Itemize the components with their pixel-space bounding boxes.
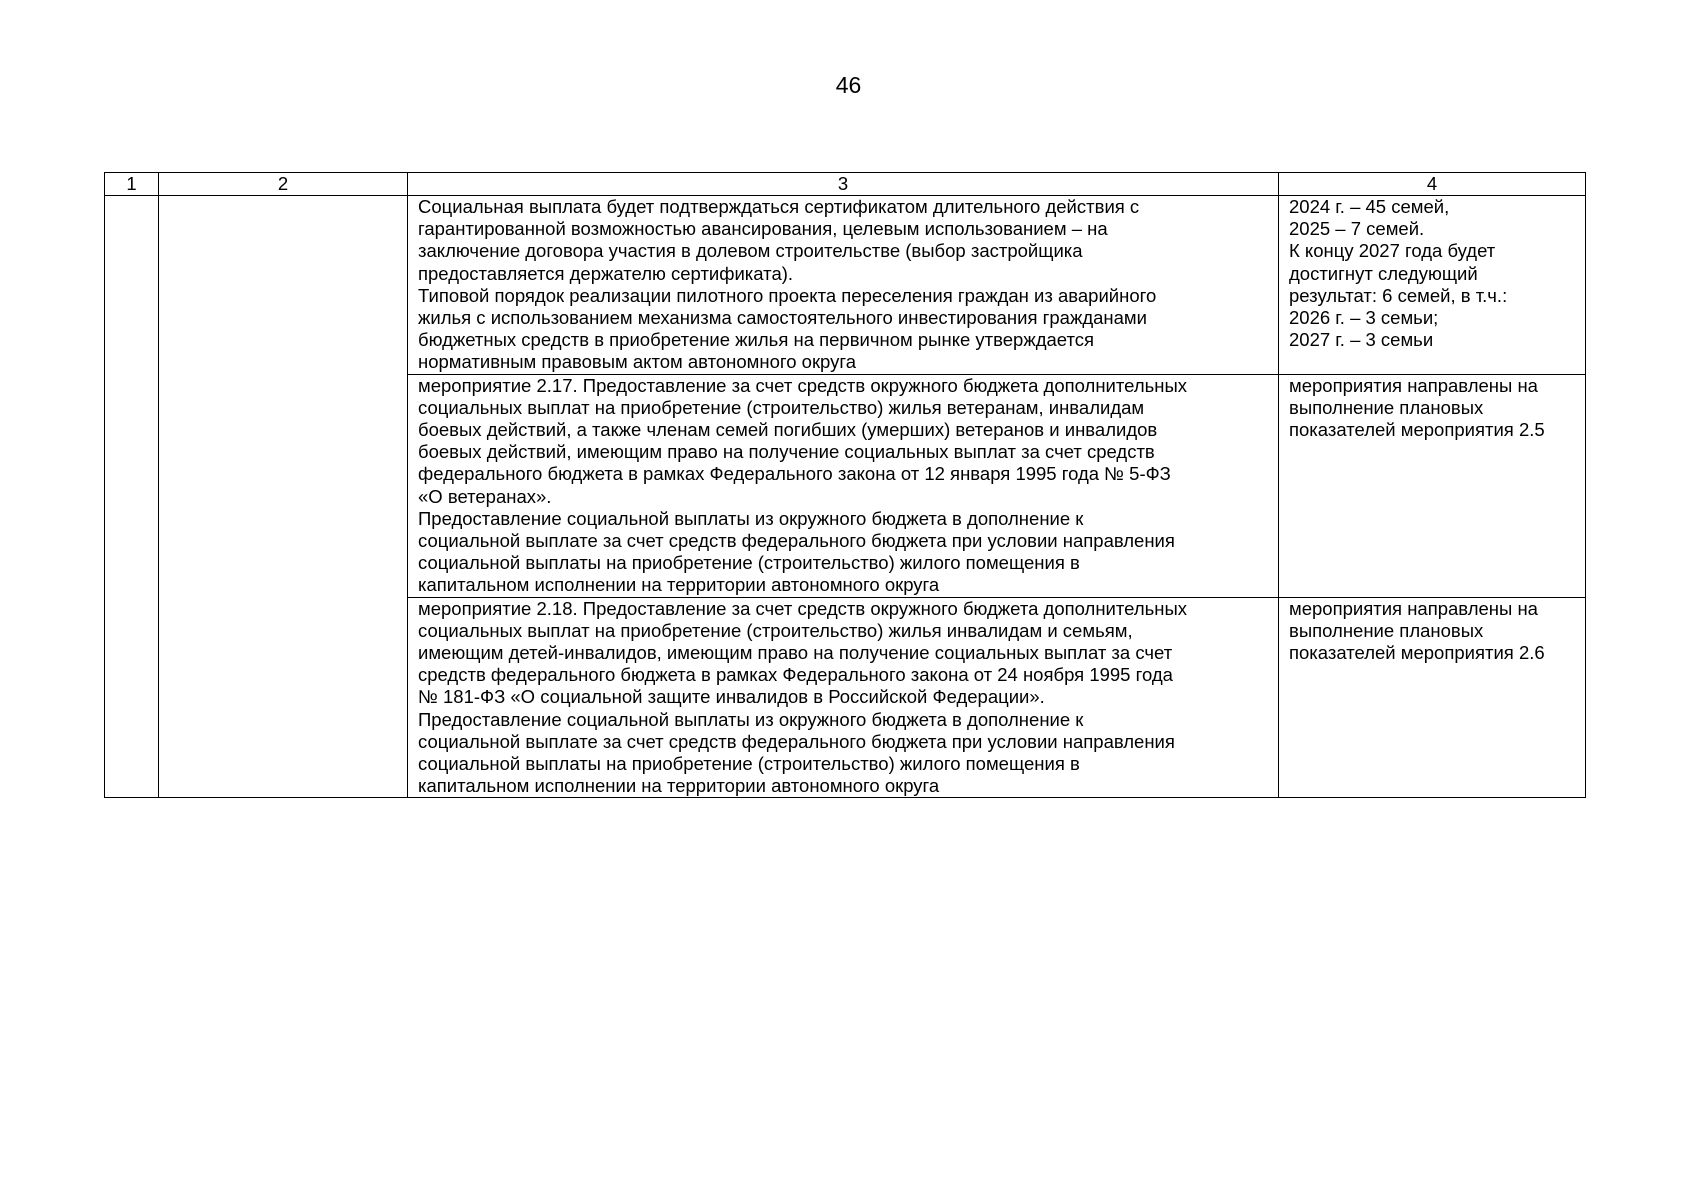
cell-col4 [1279, 374, 1586, 597]
text-line: Предоставление социальной выплаты из окружного бюджета в дополнение к [418, 507, 1084, 529]
column-header-2: 2 [159, 173, 408, 196]
text-line: боевых действий, а также членам семей погибших (умерших) ветеранов и инвалидов [418, 419, 1158, 441]
text-line: 2024 г. – 45 семей, [1289, 196, 1450, 217]
text-line: социальной выплаты на приобретение (строительство) жилого помещения в [418, 753, 1080, 775]
text-line: показателей мероприятия 2.6 [1289, 642, 1545, 664]
cell-col4 [1279, 196, 1586, 375]
cell-col3 [408, 196, 1279, 375]
text-line: бюджетных средств в приобретение жилья на первичном рынке утверждается [418, 329, 1095, 351]
cell-col2 [159, 196, 408, 798]
text-line: жилья с использованием механизма самостоятельного инвестирования гражданами [418, 307, 1147, 329]
text-line: 2025 – 7 семей. [1289, 218, 1425, 240]
text-line: мероприятие 2.17. Предоставление за счет средств окружного бюджета дополнительных [418, 374, 1188, 396]
text-line: имеющим детей-инвалидов, имеющим право на получение социальных выплат за счет [418, 642, 1173, 664]
column-header-1: 1 [105, 173, 159, 196]
text-line: Социальная выплата будет подтверждаться сертификатом длительного действия с [418, 196, 1140, 217]
cell-col3 [408, 597, 1279, 798]
text-line: капитальном исполнении на территории автономного округа [418, 775, 940, 797]
text-line: Типовой порядок реализации пилотного проекта переселения граждан из аварийного [418, 284, 1157, 306]
text-line: заключение договора участия в долевом строительстве (выбор застройщика [418, 240, 1083, 262]
document-table [104, 172, 1586, 798]
cell-col3 [408, 374, 1279, 597]
text-line: 2026 г. – 3 семьи; [1289, 307, 1439, 329]
text-line: К концу 2027 года будет [1289, 240, 1496, 262]
text-line: показателей мероприятия 2.5 [1289, 419, 1545, 441]
text-line: социальных выплат на приобретение (строительство) жилья ветеранам, инвалидам [418, 396, 1145, 418]
page-number: 46 [835, 72, 862, 98]
text-line: мероприятия направлены на [1289, 374, 1538, 396]
text-line: предоставляется держателю сертификата). [418, 262, 794, 284]
text-line: социальной выплаты на приобретение (строительство) жилого помещения в [418, 552, 1080, 574]
text-line: мероприятия направлены на [1289, 597, 1538, 619]
text-line: средств федерального бюджета в рамках Федерального закона от 24 ноября 1995 года [418, 664, 1173, 686]
text-line: 2027 г. – 3 семьи [1289, 329, 1434, 351]
text-line: № 181-ФЗ «О социальной защите инвалидов в Российской Федерации». [418, 686, 1045, 708]
text-line: мероприятие 2.18. Предоставление за счет средств окружного бюджета дополнительных [418, 597, 1188, 619]
text-line: федерального бюджета в рамках Федерального закона от 12 января 1995 года № 5-ФЗ [418, 463, 1171, 485]
text-line: результат: 6 семей, в т.ч.: [1289, 284, 1508, 306]
text-line: нормативным правовым актом автономного округа [418, 351, 857, 373]
cell-col4 [1279, 597, 1586, 798]
column-header-4: 4 [1279, 173, 1586, 196]
text-line: социальных выплат на приобретение (строительство) жилья инвалидам и семьям, [418, 619, 1133, 641]
text-line: социальной выплате за счет средств федерального бюджета при условии направления [418, 730, 1175, 752]
text-line: достигнут следующий [1289, 262, 1478, 284]
cell-col1 [105, 196, 159, 798]
text-line: выполнение плановых [1289, 396, 1484, 418]
column-header-3: 3 [408, 173, 1279, 196]
table-header-row [105, 173, 1586, 196]
text-line: гарантированной возможностью авансирования, целевым использованием – на [418, 218, 1108, 240]
text-line: «О ветеранах». [418, 485, 552, 507]
table-row [105, 196, 1586, 375]
text-line: Предоставление социальной выплаты из окружного бюджета в дополнение к [418, 708, 1084, 730]
text-line: капитальном исполнении на территории автономного округа [418, 574, 940, 596]
text-line: выполнение плановых [1289, 619, 1484, 641]
text-line: социальной выплате за счет средств федерального бюджета при условии направления [418, 530, 1175, 552]
text-line: боевых действий, имеющим право на получение социальных выплат за счет средств [418, 441, 1155, 463]
